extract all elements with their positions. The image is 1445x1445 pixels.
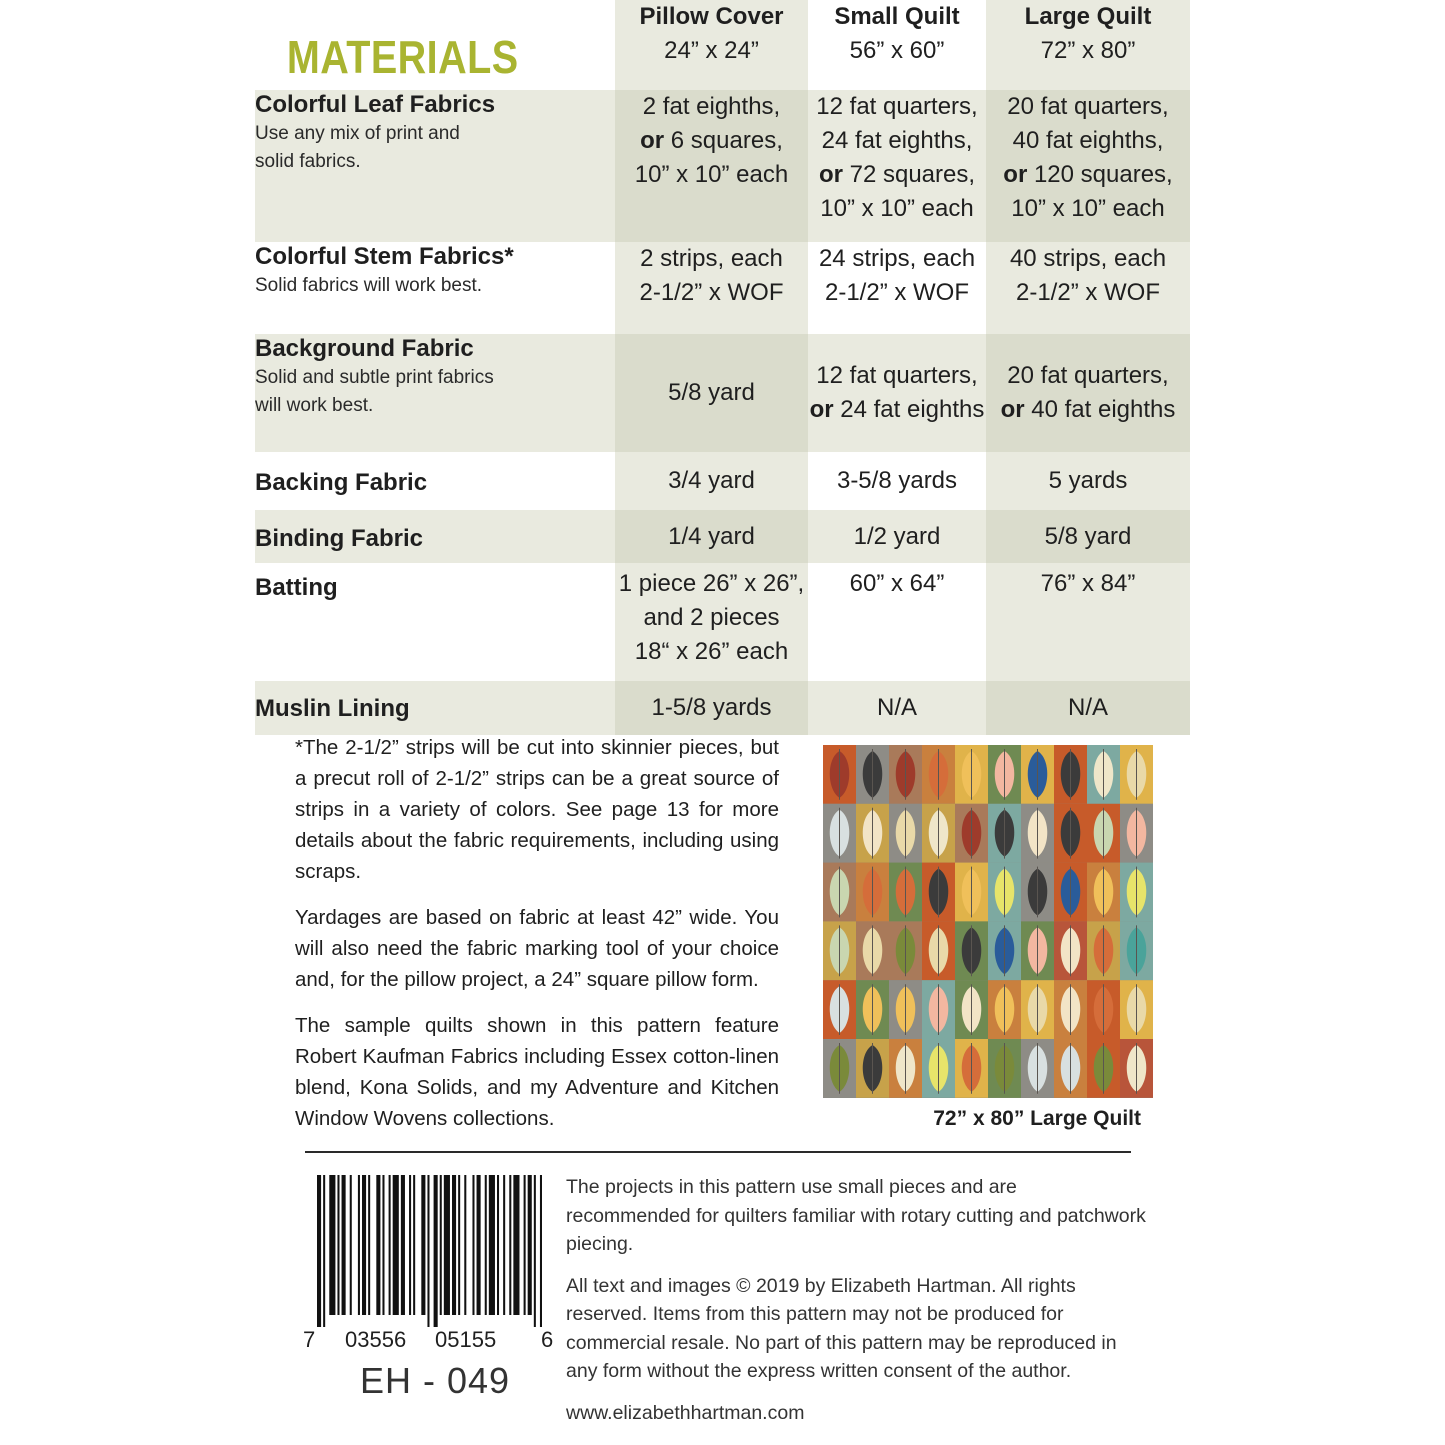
barcode-bar (440, 1175, 442, 1315)
barcode-bar (477, 1175, 481, 1315)
barcode-bar (350, 1175, 352, 1315)
note-yardage: Yardages are based on fabric at least 42” wide. You will also need the fabric marking tool of your choice and, for the pillow project, a 24” square pillow form. (295, 906, 779, 991)
row-muslin-lining: Muslin Lining 1-5/8 yards N/A N/A (255, 681, 1190, 735)
barcode-bar (524, 1175, 526, 1315)
row-batting: Batting 1 piece 26” x 26”, and 2 pieces 18“ x 26” each 60” x 64” 76” x 84” (255, 563, 1190, 681)
materials-table (255, 0, 1190, 735)
barcode-bar (362, 1175, 366, 1315)
barcode-bar (458, 1175, 460, 1315)
barcode-bar (317, 1175, 321, 1327)
barcode-bar (368, 1175, 370, 1315)
barcode-bar (389, 1175, 391, 1315)
note-strips: *The 2-1/2” strips will be cut into skinnier pieces, but a precut roll of 2-1/2” strips can be a great source of strips in a variety of colors. See page 13 for more details about the fabric requirements, including using scraps. (295, 736, 779, 883)
materials-title: MATERIALS (286, 31, 519, 83)
skill-note: The projects in this pattern use small pieces and are recommended for quilters familiar with rotary cutting and patchwork piecing. (566, 1176, 1146, 1255)
barcode (317, 1175, 542, 1327)
barcode-bar (452, 1175, 456, 1315)
website-link[interactable]: www.elizabethhartman.com (566, 1401, 805, 1424)
barcode-bar (497, 1175, 499, 1315)
copyright: All text and images © 2019 by Elizabeth Hartman. All rights reserved. Items from this pattern may not be produced for commercial resale. No part of this pattern may be reproduced in any form without the express written consent of the author. (566, 1274, 1117, 1382)
barcode-bar (409, 1175, 411, 1315)
notes (295, 732, 779, 1149)
barcode-bar (528, 1175, 532, 1315)
row-backing-fabric: Backing Fabric 3/4 yard 3-5/8 yards 5 yards (255, 452, 1190, 510)
barcode-bar (329, 1175, 335, 1315)
col-large-quilt: Large Quilt 72” x 80” (986, 0, 1190, 90)
barcode-bar (323, 1175, 325, 1327)
barcode-bar (358, 1175, 360, 1315)
footer-text (566, 1173, 1146, 1440)
barcode-bar (503, 1175, 505, 1315)
row-leaf-fabrics: Colorful Leaf Fabrics Use any mix of print and solid fabrics. 2 fat eighths, or 6 squares, 10” x 10” each 12 fat quarters, 24 fat eighths, or 72 squares, 10” x 10” each 20 fat quarters, 40 fat eighths, or 120 squares, 10” x 10” each (255, 90, 1190, 242)
barcode-bar (382, 1175, 384, 1315)
barcode-bar (342, 1175, 346, 1315)
note-fabrics: The sample quilts shown in this pattern feature Robert Kaufman Fabrics including Essex cotton-linen blend, Kona Solids, and my Adventure and Kitchen Window Wovens collections. (295, 1014, 779, 1130)
row-binding-fabric: Binding Fabric 1/4 yard 1/2 yard 5/8 yard (255, 510, 1190, 563)
barcode-bar (464, 1175, 466, 1315)
barcode-bar (376, 1175, 380, 1315)
quilt-photo (823, 745, 1153, 1098)
barcode-bar (489, 1175, 495, 1315)
barcode-bar (337, 1175, 339, 1315)
barcode-bar (413, 1175, 415, 1315)
barcode-bar (534, 1175, 536, 1327)
barcode-bar (434, 1175, 438, 1327)
row-background-fabric: Background Fabric Solid and subtle print fabrics will work best. 5/8 yard 12 fat quarters, or 24 fat eighths 20 fat quarters, or 40 fat eighths (255, 334, 1190, 452)
row-stem-fabrics: Colorful Stem Fabrics* Solid fabrics will work best. 2 strips, each 2-1/2” x WOF 24 strips, each 2-1/2” x WOF 40 strips, each 2-1/2” x WOF (255, 242, 1190, 334)
col-pillow-cover: Pillow Cover 24” x 24” (615, 0, 808, 90)
barcode-bar (393, 1175, 399, 1315)
barcode-bar (401, 1175, 405, 1315)
barcode-bar (444, 1175, 450, 1315)
divider (305, 1151, 1131, 1153)
barcode-bar (485, 1175, 487, 1315)
sku-code: EH - 049 (360, 1360, 511, 1401)
col-small-quilt: Small Quilt 56” x 60” (834, 3, 960, 64)
barcode-bar (421, 1175, 425, 1315)
barcode-bar (427, 1175, 429, 1327)
barcode-bar (513, 1175, 519, 1315)
barcode-bar (509, 1175, 511, 1315)
pattern-back-cover: MATERIALS Pillow Cover 24” x 24” Small Quilt 56” x 60” Large Quilt 72” x 80” Colorful Leaf Fabrics Use any mix of print and solid fabrics. 2 fat eighths, or 6 squares, 10” x 10” each 12 fat quarters, 24 fat eighths, or 72 squares, 10” x 10” each 20 fat quarters, 40 fat eighths, or 120 squares, 10” x 10” each Colorful Stem Fabrics* Solid fabrics will work best. 2 strips, each 2-1/2” x WOF 24 strips, each 2-1/2” x WOF 40 strips, each 2-1/2” x WOF Background Fabric Solid and subtle print fabrics will work best. 5/8 yard 12 fat quarters, or 24 fat eighths 20 fat quarters, or 40 fat eighths Backing Fabric 3/4 yard 3-5/8 yards 5 yards Binding Fabric 1/4 yard 1/2 yard 5/8 yard Batting 1 piece 26” x 26”, and 2 pieces 18“ x 26” each 60” x 64” 76” x 84” Muslin Lining 1-5/8 yards N/A N/A *The 2-1/2” strips will be cut into skinnier pieces, but a precut roll of 2-1/2” strips can be a great source of strips in a variety of colors. See page 13 for more details about the fabric requirements, including using scraps. Yardages are based on fabric at least 42” wide. You will also need the fabric marking tool of your choice and, for the pillow project, a 24” square pillow form. The sample quilts shown in this pattern feature Robert Kaufman Fabrics including Essex cotton-linen blend, Kona Solids, and my Adventure and Kitchen Window Wovens collections. 72” x 80” Large Quilt 7 03556 05155 6 EH - 049 The projects in this pattern use small pieces and are recommended for quilters familiar with rotary cutting and patchwork piecing. All text and images © 2019 by Elizabeth Hartman. All rights reserved. Items from this pattern may not be produced for commercial resale. No part of this pattern may be reproduced in any form without the express written consent of the author. www.elizabethhartman.com (255, 0, 1190, 1445)
barcode-bar (540, 1175, 542, 1327)
quilt-caption: 72” x 80” Large Quilt (933, 1107, 1141, 1130)
barcode-bar (472, 1175, 474, 1315)
